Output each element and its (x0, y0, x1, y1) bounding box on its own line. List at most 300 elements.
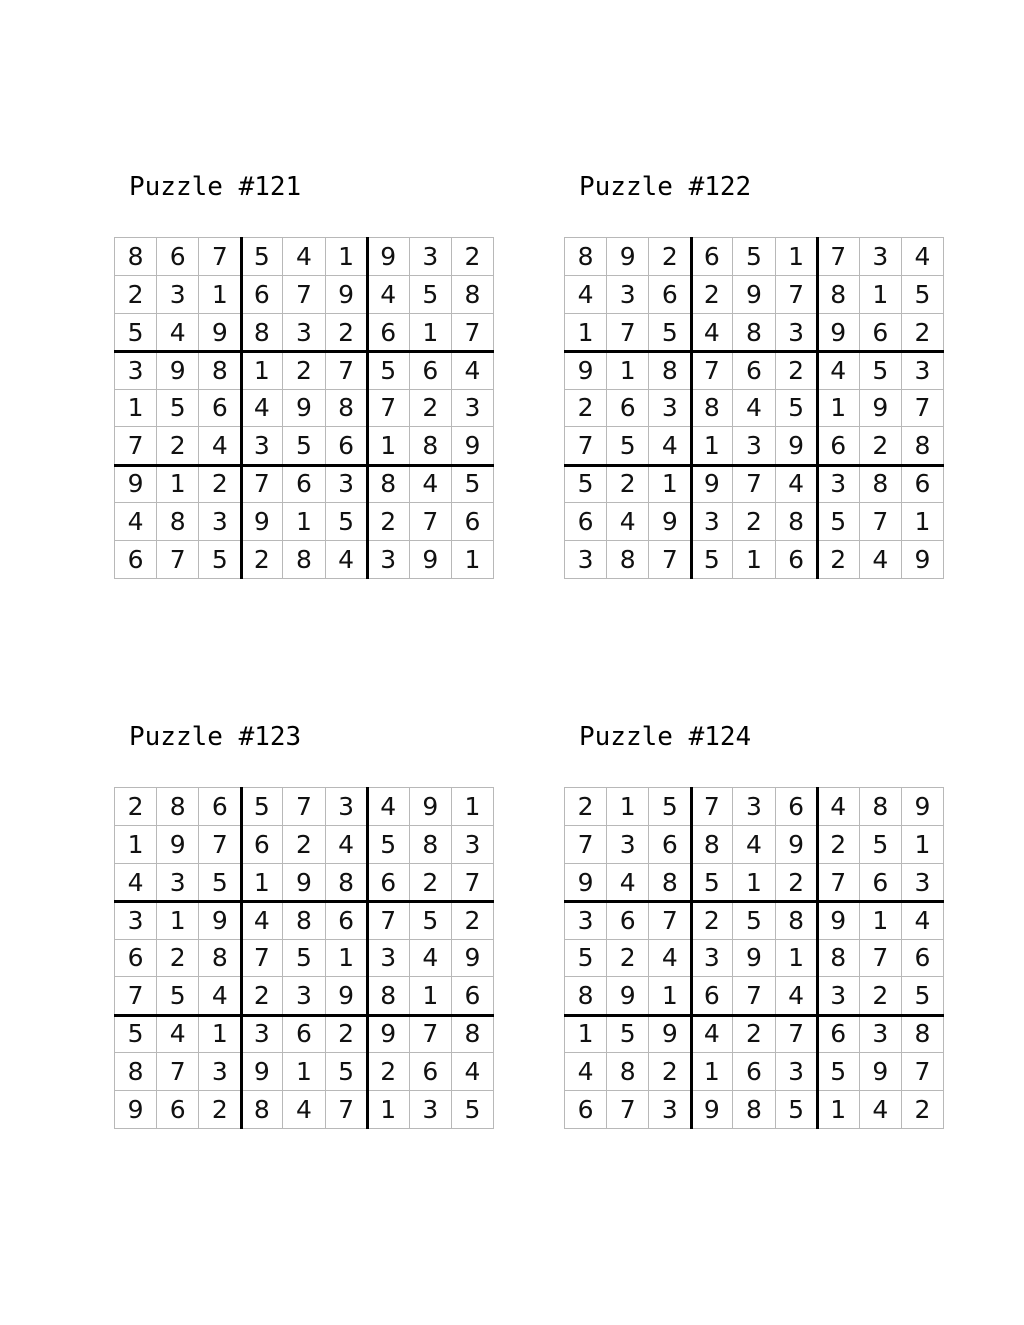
sudoku-cell: 5 (902, 276, 944, 314)
sudoku-cell: 2 (607, 940, 649, 978)
sudoku-cell: 2 (326, 314, 368, 352)
sudoku-cell: 3 (410, 238, 452, 276)
sudoku-cell: 8 (326, 390, 368, 428)
sudoku-cell: 1 (157, 465, 199, 503)
sudoku-cell: 9 (452, 940, 494, 978)
sudoku-cell: 4 (157, 1015, 199, 1053)
sudoku-cell: 5 (410, 276, 452, 314)
sudoku-cell: 2 (157, 940, 199, 978)
sudoku-cell: 9 (241, 503, 283, 541)
sudoku-cell: 6 (115, 940, 157, 978)
puzzle-title: Puzzle #123 (129, 722, 302, 752)
sudoku-cell: 4 (565, 276, 607, 314)
sudoku-cell: 6 (452, 503, 494, 541)
sudoku-cell: 8 (565, 977, 607, 1015)
sudoku-cell: 3 (860, 238, 902, 276)
sudoku-cell: 1 (410, 314, 452, 352)
sudoku-cell: 2 (241, 541, 283, 579)
sudoku-cell: 2 (607, 465, 649, 503)
sudoku-cell: 6 (157, 238, 199, 276)
block-divider-vertical (240, 237, 243, 579)
sudoku-cell: 5 (776, 390, 818, 428)
sudoku-cell: 3 (902, 352, 944, 390)
sudoku-cell: 8 (115, 1053, 157, 1091)
sudoku-cell: 1 (368, 1091, 410, 1129)
sudoku-grid (564, 787, 944, 1129)
sudoku-cell: 8 (283, 902, 325, 940)
sudoku-cell: 9 (860, 390, 902, 428)
sudoku-cell: 7 (326, 1091, 368, 1129)
sudoku-cell: 1 (733, 864, 775, 902)
sudoku-cell: 1 (157, 902, 199, 940)
sudoku-cell: 8 (565, 238, 607, 276)
sudoku-cell: 2 (860, 427, 902, 465)
sudoku-cell: 8 (452, 1015, 494, 1053)
sudoku-cell: 3 (241, 1015, 283, 1053)
sudoku-cell: 1 (607, 352, 649, 390)
sudoku-cell: 5 (326, 1053, 368, 1091)
sudoku-cell: 5 (860, 826, 902, 864)
sudoku-cell: 2 (818, 541, 860, 579)
sudoku-cell: 6 (818, 427, 860, 465)
sudoku-cell: 7 (902, 1053, 944, 1091)
sudoku-cell: 3 (199, 1053, 241, 1091)
sudoku-cell: 6 (157, 1091, 199, 1129)
block-divider-vertical (816, 787, 819, 1129)
sudoku-cell: 7 (860, 503, 902, 541)
sudoku-cell: 8 (199, 352, 241, 390)
sudoku-cell: 5 (199, 864, 241, 902)
sudoku-cell: 7 (860, 940, 902, 978)
sudoku-cell: 5 (115, 314, 157, 352)
sudoku-cell: 6 (860, 314, 902, 352)
sudoku-cell: 7 (776, 276, 818, 314)
sudoku-cell: 4 (326, 541, 368, 579)
sudoku-cell: 7 (199, 238, 241, 276)
sudoku-cell: 9 (368, 1015, 410, 1053)
sudoku-cell: 2 (902, 314, 944, 352)
sudoku-cell: 5 (818, 1053, 860, 1091)
sudoku-cell: 2 (283, 352, 325, 390)
sudoku-cell: 6 (452, 977, 494, 1015)
sudoku-cell: 1 (902, 826, 944, 864)
sudoku-cell: 1 (326, 940, 368, 978)
sudoku-cell: 7 (368, 902, 410, 940)
sudoku-cell: 7 (733, 465, 775, 503)
sudoku-cell: 7 (410, 1015, 452, 1053)
sudoku-cell: 1 (818, 390, 860, 428)
sudoku-cell: 3 (776, 314, 818, 352)
sudoku-cell: 5 (157, 390, 199, 428)
sudoku-cell: 5 (115, 1015, 157, 1053)
sudoku-cell: 5 (283, 427, 325, 465)
block-divider-horizontal (564, 1014, 944, 1017)
sudoku-cell: 4 (776, 977, 818, 1015)
sudoku-cell: 1 (452, 788, 494, 826)
sudoku-cell: 8 (776, 902, 818, 940)
sudoku-cell: 8 (607, 541, 649, 579)
sudoku-cell: 8 (649, 352, 691, 390)
sudoku-cell: 6 (607, 902, 649, 940)
sudoku-cell: 6 (691, 977, 733, 1015)
sudoku-cell: 2 (902, 1091, 944, 1129)
sudoku-cell: 7 (649, 541, 691, 579)
sudoku-cell: 8 (452, 276, 494, 314)
sudoku-cell: 2 (691, 276, 733, 314)
sudoku-cell: 9 (157, 826, 199, 864)
sudoku-cell: 5 (818, 503, 860, 541)
sudoku-cell: 2 (452, 238, 494, 276)
sudoku-cell: 4 (818, 788, 860, 826)
sudoku-cell: 1 (199, 276, 241, 314)
sudoku-cell: 9 (733, 940, 775, 978)
sudoku-cell: 4 (649, 940, 691, 978)
sudoku-cell: 4 (776, 465, 818, 503)
sudoku-cell: 5 (565, 465, 607, 503)
sudoku-cell: 9 (776, 427, 818, 465)
sudoku-cell: 9 (691, 1091, 733, 1129)
sudoku-cell: 3 (607, 826, 649, 864)
sudoku-cell: 1 (860, 902, 902, 940)
sudoku-cell: 1 (691, 427, 733, 465)
sudoku-cell: 8 (326, 864, 368, 902)
sudoku-cell: 6 (733, 1053, 775, 1091)
sudoku-cell: 1 (607, 788, 649, 826)
sudoku-cell: 6 (818, 1015, 860, 1053)
sudoku-cell: 8 (283, 541, 325, 579)
sudoku-cell: 4 (902, 238, 944, 276)
sudoku-cell: 9 (565, 864, 607, 902)
puzzle-title: Puzzle #121 (129, 172, 302, 202)
sudoku-cell: 9 (199, 902, 241, 940)
sudoku-cell: 3 (452, 390, 494, 428)
sudoku-cell: 5 (283, 940, 325, 978)
sudoku-cell: 9 (283, 864, 325, 902)
sudoku-cell: 4 (452, 352, 494, 390)
sudoku-cell: 2 (818, 826, 860, 864)
sudoku-cell: 8 (115, 238, 157, 276)
sudoku-cell: 4 (860, 1091, 902, 1129)
sudoku-cell: 7 (283, 276, 325, 314)
sudoku-cell: 5 (776, 1091, 818, 1129)
sudoku-cell: 3 (157, 276, 199, 314)
sudoku-cell: 3 (691, 940, 733, 978)
sudoku-grid (564, 237, 944, 579)
sudoku-cell: 3 (241, 427, 283, 465)
sudoku-cell: 4 (241, 390, 283, 428)
sudoku-cell: 8 (199, 940, 241, 978)
sudoku-cell: 9 (283, 390, 325, 428)
sudoku-cell: 2 (368, 1053, 410, 1091)
sudoku-cell: 9 (649, 1015, 691, 1053)
sudoku-cell: 7 (410, 503, 452, 541)
sudoku-cell: 4 (410, 940, 452, 978)
block-divider-vertical (816, 237, 819, 579)
sudoku-cell: 8 (368, 465, 410, 503)
sudoku-cell: 9 (199, 314, 241, 352)
sudoku-cell: 3 (157, 864, 199, 902)
sudoku-cell: 7 (733, 977, 775, 1015)
sudoku-cell: 2 (565, 390, 607, 428)
sudoku-cell: 8 (368, 977, 410, 1015)
sudoku-cell: 4 (733, 826, 775, 864)
sudoku-cell: 9 (115, 1091, 157, 1129)
sudoku-cell: 1 (410, 977, 452, 1015)
sudoku-cell: 7 (241, 465, 283, 503)
sudoku-cell: 3 (283, 977, 325, 1015)
sudoku-cell: 5 (157, 977, 199, 1015)
sudoku-cell: 8 (776, 503, 818, 541)
sudoku-cell: 9 (157, 352, 199, 390)
sudoku-cell: 2 (691, 902, 733, 940)
sudoku-cell: 7 (818, 864, 860, 902)
sudoku-cell: 5 (733, 238, 775, 276)
sudoku-cell: 2 (115, 276, 157, 314)
sudoku-cell: 2 (283, 826, 325, 864)
sudoku-cell: 8 (818, 276, 860, 314)
sudoku-cell: 8 (410, 826, 452, 864)
sudoku-cell: 4 (241, 902, 283, 940)
sudoku-cell: 6 (649, 826, 691, 864)
sudoku-cell: 6 (902, 465, 944, 503)
sudoku-cell: 9 (902, 541, 944, 579)
sudoku-cell: 9 (691, 465, 733, 503)
sudoku-cell: 6 (607, 390, 649, 428)
sudoku-cell: 1 (860, 276, 902, 314)
sudoku-cell: 1 (368, 427, 410, 465)
sudoku-cell: 3 (902, 864, 944, 902)
sudoku-cell: 5 (860, 352, 902, 390)
sudoku-cell: 1 (115, 826, 157, 864)
sudoku-cell: 4 (733, 390, 775, 428)
sudoku-cell: 6 (565, 503, 607, 541)
sudoku-cell: 3 (607, 276, 649, 314)
sudoku-cell: 7 (157, 541, 199, 579)
sudoku-cell: 1 (241, 864, 283, 902)
sudoku-cell: 8 (157, 503, 199, 541)
sudoku-cell: 6 (691, 238, 733, 276)
sudoku-cell: 4 (565, 1053, 607, 1091)
sudoku-cell: 9 (818, 902, 860, 940)
sudoku-cell: 7 (902, 390, 944, 428)
sudoku-cell: 3 (115, 352, 157, 390)
sudoku-cell: 3 (649, 390, 691, 428)
sudoku-cell: 7 (115, 427, 157, 465)
sudoku-cell: 4 (115, 864, 157, 902)
sudoku-cell: 9 (368, 238, 410, 276)
sudoku-cell: 1 (283, 503, 325, 541)
sudoku-cell: 4 (199, 427, 241, 465)
sudoku-cell: 5 (733, 902, 775, 940)
sudoku-cell: 2 (649, 1053, 691, 1091)
sudoku-cell: 3 (115, 902, 157, 940)
sudoku-cell: 1 (733, 541, 775, 579)
sudoku-cell: 5 (326, 503, 368, 541)
sudoku-cell: 4 (649, 427, 691, 465)
sudoku-cell: 8 (818, 940, 860, 978)
sudoku-cell: 8 (902, 427, 944, 465)
sudoku-cell: 2 (157, 427, 199, 465)
sudoku-cell: 9 (902, 788, 944, 826)
sudoku-cell: 4 (607, 864, 649, 902)
sudoku-cell: 3 (818, 465, 860, 503)
sudoku-cell: 9 (115, 465, 157, 503)
sudoku-cell: 2 (326, 1015, 368, 1053)
sudoku-cell: 6 (241, 826, 283, 864)
sudoku-cell: 5 (241, 788, 283, 826)
sudoku-cell: 7 (452, 314, 494, 352)
sudoku-cell: 7 (452, 864, 494, 902)
sudoku-cell: 8 (691, 826, 733, 864)
sudoku-cell: 5 (368, 826, 410, 864)
sudoku-cell: 1 (199, 1015, 241, 1053)
sudoku-cell: 3 (818, 977, 860, 1015)
block-divider-vertical (240, 787, 243, 1129)
sudoku-cell: 8 (902, 1015, 944, 1053)
sudoku-cell: 9 (818, 314, 860, 352)
sudoku-cell: 9 (860, 1053, 902, 1091)
sudoku-cell: 4 (452, 1053, 494, 1091)
sudoku-grid (114, 237, 494, 579)
sudoku-cell: 5 (607, 1015, 649, 1053)
sudoku-cell: 2 (368, 503, 410, 541)
sudoku-cell: 6 (368, 864, 410, 902)
sudoku-cell: 3 (368, 541, 410, 579)
sudoku-cell: 1 (326, 238, 368, 276)
sudoku-cell: 2 (115, 788, 157, 826)
sudoku-cell: 3 (326, 465, 368, 503)
sudoku-cell: 8 (733, 1091, 775, 1129)
sudoku-cell: 4 (368, 788, 410, 826)
sudoku-cell: 9 (326, 977, 368, 1015)
block-divider-horizontal (564, 464, 944, 467)
sudoku-cell: 7 (115, 977, 157, 1015)
sudoku-cell: 3 (452, 826, 494, 864)
sudoku-cell: 9 (607, 977, 649, 1015)
sudoku-cell: 2 (452, 902, 494, 940)
block-divider-vertical (366, 787, 369, 1129)
sudoku-cell: 9 (410, 788, 452, 826)
sudoku-cell: 6 (410, 352, 452, 390)
sudoku-cell: 5 (410, 902, 452, 940)
puzzle-title: Puzzle #124 (579, 722, 752, 752)
sudoku-cell: 4 (368, 276, 410, 314)
sudoku-cell: 7 (368, 390, 410, 428)
sudoku-cell: 3 (199, 503, 241, 541)
sudoku-cell: 8 (157, 788, 199, 826)
sudoku-cell: 1 (902, 503, 944, 541)
sudoku-cell: 1 (776, 940, 818, 978)
sudoku-cell: 2 (649, 238, 691, 276)
sudoku-cell: 6 (199, 390, 241, 428)
sudoku-cell: 7 (199, 826, 241, 864)
sudoku-cell: 5 (199, 541, 241, 579)
sudoku-cell: 1 (115, 390, 157, 428)
sudoku-cell: 7 (691, 352, 733, 390)
sudoku-cell: 3 (776, 1053, 818, 1091)
sudoku-cell: 3 (565, 902, 607, 940)
sudoku-cell: 5 (452, 465, 494, 503)
sudoku-cell: 6 (565, 1091, 607, 1129)
sudoku-cell: 7 (241, 940, 283, 978)
block-divider-horizontal (564, 350, 944, 353)
sudoku-cell: 3 (860, 1015, 902, 1053)
sudoku-cell: 9 (733, 276, 775, 314)
sudoku-cell: 6 (860, 864, 902, 902)
sudoku-cell: 1 (283, 1053, 325, 1091)
sudoku-cell: 6 (776, 788, 818, 826)
sudoku-cell: 7 (157, 1053, 199, 1091)
sudoku-cell: 5 (565, 940, 607, 978)
sudoku-cell: 6 (326, 902, 368, 940)
block-divider-vertical (690, 787, 693, 1129)
sudoku-cell: 8 (410, 427, 452, 465)
sudoku-cell: 5 (649, 788, 691, 826)
sudoku-cell: 4 (691, 314, 733, 352)
sudoku-cell: 1 (691, 1053, 733, 1091)
sudoku-cell: 4 (818, 352, 860, 390)
sudoku-cell: 4 (410, 465, 452, 503)
sudoku-cell: 9 (565, 352, 607, 390)
sudoku-cell: 8 (241, 1091, 283, 1129)
sudoku-cell: 6 (283, 1015, 325, 1053)
sudoku-cell: 2 (410, 390, 452, 428)
sudoku-cell: 9 (452, 427, 494, 465)
sudoku-cell: 3 (283, 314, 325, 352)
sudoku-cell: 1 (241, 352, 283, 390)
sudoku-cell: 2 (860, 977, 902, 1015)
sudoku-cell: 8 (860, 465, 902, 503)
sudoku-cell: 6 (241, 276, 283, 314)
sudoku-cell: 1 (776, 238, 818, 276)
sudoku-cell: 3 (691, 503, 733, 541)
sudoku-cell: 5 (241, 238, 283, 276)
sudoku-cell: 5 (902, 977, 944, 1015)
puzzle-title: Puzzle #122 (579, 172, 752, 202)
sudoku-cell: 2 (565, 788, 607, 826)
sudoku-cell: 1 (565, 314, 607, 352)
sudoku-cell: 2 (199, 1091, 241, 1129)
sudoku-cell: 8 (241, 314, 283, 352)
sudoku-cell: 6 (410, 1053, 452, 1091)
sudoku-cell: 8 (607, 1053, 649, 1091)
sudoku-cell: 2 (733, 1015, 775, 1053)
sudoku-cell: 2 (199, 465, 241, 503)
sudoku-cell: 7 (691, 788, 733, 826)
block-divider-vertical (366, 237, 369, 579)
sudoku-cell: 1 (818, 1091, 860, 1129)
sudoku-cell: 7 (326, 352, 368, 390)
sudoku-cell: 3 (565, 541, 607, 579)
block-divider-horizontal (114, 464, 494, 467)
sudoku-cell: 2 (776, 864, 818, 902)
sudoku-cell: 4 (283, 1091, 325, 1129)
sudoku-cell: 6 (649, 276, 691, 314)
sudoku-cell: 7 (818, 238, 860, 276)
sudoku-cell: 7 (607, 314, 649, 352)
sudoku-cell: 9 (241, 1053, 283, 1091)
sudoku-cell: 6 (326, 427, 368, 465)
sudoku-cell: 1 (565, 1015, 607, 1053)
sudoku-cell: 4 (902, 902, 944, 940)
block-divider-horizontal (114, 350, 494, 353)
sudoku-cell: 2 (776, 352, 818, 390)
sudoku-cell: 8 (733, 314, 775, 352)
sudoku-cell: 7 (649, 902, 691, 940)
sudoku-cell: 9 (607, 238, 649, 276)
sudoku-cell: 1 (649, 465, 691, 503)
sudoku-cell: 5 (691, 541, 733, 579)
